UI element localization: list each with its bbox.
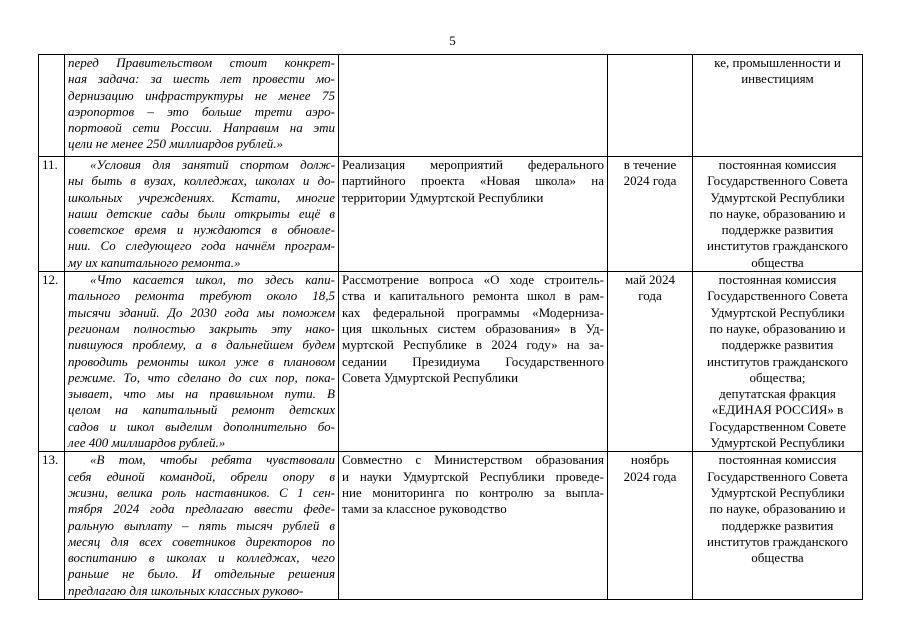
page-number: 5: [449, 33, 456, 48]
resp-line: поддержке развития: [721, 337, 834, 353]
resp-line: инвестициям: [741, 71, 814, 87]
quote-line: лее 400 миллиардов рублей.»: [68, 435, 226, 451]
action-line: ства и капитального ремонта школ в рам-: [342, 288, 604, 304]
table-row: [39, 452, 863, 600]
term-line: 2024 года: [623, 173, 677, 189]
resp-line: общества;: [749, 369, 806, 385]
action-line: Реализация мероприятий федерального: [342, 157, 604, 172]
quote-cell: [65, 452, 339, 600]
quote-line: садов и школ выделим дополнительно бо-: [68, 418, 335, 434]
resp-line: Удмуртской Республики: [710, 304, 845, 320]
quote-line: режиме. То, что сделано до сих пор, пока-: [68, 369, 335, 385]
action-cell: [339, 272, 608, 452]
action-line: ние мониторинга по контролю за выпла-: [342, 484, 604, 500]
action-line: седании Президиума Государственного: [342, 353, 604, 369]
quote-line: пившуюся проблему, а в дальнейшем будем: [68, 337, 335, 353]
action-line: муртской Республике в 2024 году» на за-: [342, 337, 604, 353]
responsible-cell: [693, 452, 863, 600]
table-row: [39, 157, 863, 272]
quote-line: раньше не было. И отдельные решения: [68, 566, 335, 582]
quote-line: жизни, велика роль наставников. С 1 сен-: [68, 484, 335, 500]
term-line: ноябрь: [630, 452, 670, 468]
row-number: 12.: [42, 272, 59, 288]
action-line: ках федеральной программы «Модерниза-: [342, 304, 604, 320]
action-cell: [339, 452, 608, 600]
resp-line: Государственного Совета: [707, 468, 848, 484]
resp-line: постоянная комиссия: [718, 272, 837, 288]
row-number: 11.: [42, 157, 58, 172]
action-cell: [339, 55, 608, 157]
resp-line: ке, промышленности и: [714, 55, 841, 70]
term-cell: [608, 157, 693, 272]
action-line: территории Удмуртской Республики: [342, 189, 544, 205]
quote-line: нии. Со следующего года начнём програм-: [68, 238, 335, 254]
resp-line: поддержке развития: [721, 222, 834, 238]
responsible-cell: [693, 157, 863, 272]
quote-line: «Условия для занятий спортом долж-: [90, 157, 335, 172]
quote-line: «Что касается школ, то здесь капи-: [90, 272, 335, 288]
quote-line: зывает, что мы на правильном пути. В: [68, 386, 335, 402]
action-line: Рассмотрение вопроса «О ходе строитель-: [342, 272, 604, 288]
resp-line: «ЕДИНАЯ РОССИЯ» в: [711, 402, 844, 418]
quote-line: тысячи зданий. До 2030 года мы поможем: [68, 304, 335, 320]
resp-line: Удмуртской Республики: [710, 484, 845, 500]
action-cell: [339, 157, 608, 272]
quote-line: проводить ремонты школ уже в плановом: [68, 353, 335, 369]
resp-line: Государственного Совета: [707, 288, 848, 304]
quote-line: школьных учреждениях. Кстати, многие: [68, 189, 335, 205]
quote-line: воспитанию в школах и колледжах, чего: [68, 550, 335, 566]
row-number: 13.: [42, 452, 59, 468]
quote-line: ны быть в вузах, колледжах, школах и до-: [68, 173, 335, 189]
quote-cell: [65, 272, 339, 452]
quote-cell: [65, 55, 339, 157]
resp-line: институтов гражданского: [706, 353, 849, 369]
action-line: Совместно с Министерством образования: [342, 452, 604, 468]
quote-line: советское время и нуждаются в обновле-: [68, 222, 335, 238]
resp-line: Удмуртской Республики: [710, 435, 845, 451]
resp-line: институтов гражданского: [706, 238, 849, 254]
quote-line: тября 2024 года предлагаю ввести феде-: [68, 501, 335, 517]
action-line: партийного проекта «Новая школа» на: [342, 173, 604, 189]
resp-line: постоянная комиссия: [718, 452, 837, 468]
term-line: 2024 года: [623, 468, 677, 484]
resp-line: поддержке развития: [721, 517, 834, 533]
term-cell: [608, 55, 693, 157]
resp-line: по науке, образованию и: [709, 205, 846, 221]
quote-line: цели не менее 250 миллиардов рублей.»: [68, 136, 283, 152]
action-line: Совета Удмуртской Республики: [342, 369, 519, 385]
quote-line: «В том, чтобы ребята чувствовали: [90, 452, 335, 468]
quote-line: предлагаю для школьных классных руково-: [68, 582, 304, 598]
quote-cell: [65, 157, 339, 272]
resp-line: Государственного Совета: [707, 173, 848, 189]
row-number-cell: [39, 55, 65, 157]
quote-line: тального ремонта требуют около 18,5: [68, 288, 335, 304]
term-cell: [608, 452, 693, 600]
row-number-cell: [39, 452, 65, 600]
responsible-cell: [693, 272, 863, 452]
resp-line: Государственном Совете: [709, 418, 846, 434]
quote-line: ральную выплату – пять тысяч рублей в: [68, 517, 335, 533]
quote-line: му их капитального ремонта.»: [68, 254, 241, 270]
quote-line: перед Правительством стоит конкрет-: [68, 55, 335, 70]
quote-line: наши детские сады были открыты ещё в: [68, 205, 335, 221]
row-number-cell: [39, 157, 65, 272]
action-line: ция школьных систем образования» в Уд-: [342, 320, 604, 336]
table-row: [39, 272, 863, 452]
row-number-cell: [39, 272, 65, 452]
resp-line: постоянная комиссия: [718, 157, 837, 172]
measures-table: [38, 54, 863, 600]
term-line: май 2024: [624, 272, 676, 288]
resp-line: общества: [751, 550, 804, 566]
quote-line: целом на капитальный ремонт детских: [68, 402, 335, 418]
quote-line: портовой сети России. Направим на эти: [68, 120, 335, 136]
resp-line: общества: [751, 254, 804, 270]
quote-line: аэропортов – это больше трети аэро-: [68, 103, 335, 119]
resp-line: по науке, образованию и: [709, 320, 846, 336]
table-row: [39, 55, 863, 157]
term-line: в течение: [623, 157, 677, 172]
resp-line: по науке, образованию и: [709, 501, 846, 517]
term-cell: [608, 272, 693, 452]
action-line: и науки Удмуртской Республики проведе-: [342, 468, 604, 484]
term-line: года: [638, 288, 662, 304]
resp-line: институтов гражданского: [706, 533, 849, 549]
quote-line: дернизацию инфраструктуры не менее 75: [68, 87, 335, 103]
quote-line: себя единой командой, обрели опору в: [68, 468, 335, 484]
action-line: тами за классное руководство: [342, 501, 507, 517]
responsible-cell: [693, 55, 863, 157]
quote-line: месяц для всех советников директоров по: [68, 533, 335, 549]
resp-line: Удмуртской Республики: [710, 189, 845, 205]
quote-line: ная задача: за шесть лет провести мо-: [68, 71, 335, 87]
resp-line: депутатская фракция: [719, 386, 836, 402]
quote-line: регионам полностью закрыть эту нако-: [68, 320, 335, 336]
